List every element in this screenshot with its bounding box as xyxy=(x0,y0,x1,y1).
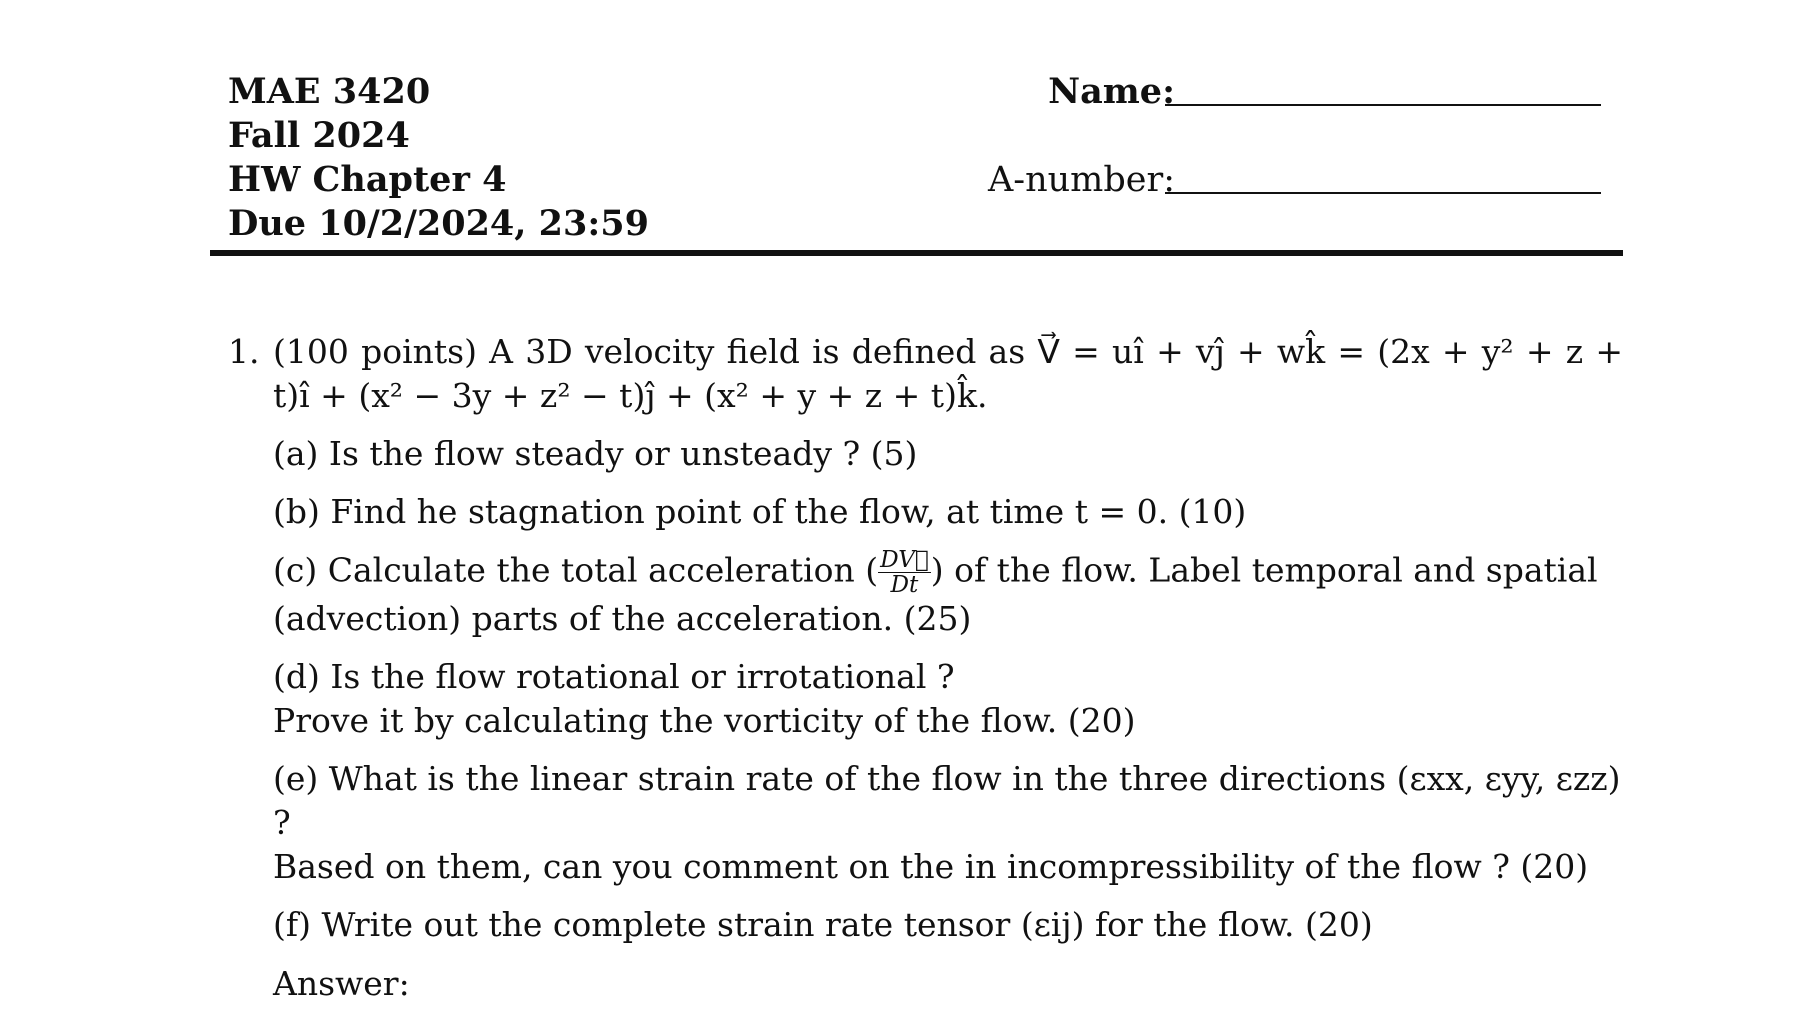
question-intro: (100 points) A 3D velocity field is defined as V⃗ = uî + vĵ + wk̂ = (2x + y² + z + t)î + (x² − 3y + z² − t)ĵ + (x² + y + z + t)k̂. xyxy=(273,332,1623,415)
course-header xyxy=(228,70,649,246)
part-d-line2: Prove it by calculating the vorticity of the flow. (20) xyxy=(273,701,1136,741)
answer-label: Answer: xyxy=(273,964,410,1003)
part-e-line2: Based on them, can you comment on the in incompressibility of the flow ? (20) xyxy=(273,847,1589,887)
anumber-label: A-number: xyxy=(987,160,1175,200)
question-number: 1. xyxy=(228,332,260,371)
part-f: (f) Write out the complete strain rate tensor (εij) for the flow. (20) xyxy=(273,905,1373,945)
acceleration-fraction xyxy=(878,548,931,597)
question-1 xyxy=(228,330,1623,947)
part-e-line1: (e) What is the linear strain rate of the flow in the three directions (εxx, εyy, εzz) ? xyxy=(273,759,1621,843)
course-code: MAE 3420 xyxy=(228,71,431,112)
fraction-denominator: Dt xyxy=(890,572,919,599)
assignment-title: HW Chapter 4 xyxy=(228,159,507,200)
fraction-numerator: DV⃗ xyxy=(880,547,929,573)
part-d-line1: (d) Is the flow rotational or irrotational ? xyxy=(273,657,955,697)
part-c-start: (c) Calculate the total acceleration ( xyxy=(273,550,879,590)
course-term: Fall 2024 xyxy=(228,115,410,156)
name-blank-line[interactable] xyxy=(1165,104,1601,106)
anumber-field xyxy=(950,158,1605,202)
anumber-blank-line[interactable] xyxy=(1165,192,1601,194)
part-c xyxy=(273,548,1623,641)
due-date: Due 10/2/2024, 23:59 xyxy=(228,203,649,244)
name-field xyxy=(1000,70,1605,114)
part-b: (b) Find he stagnation point of the flow, at time t = 0. (10) xyxy=(273,492,1247,531)
name-label: Name: xyxy=(1048,71,1175,112)
part-e xyxy=(273,757,1623,889)
part-c-end: ) of the flow. Label temporal and spatial (advection) parts of the acceleration. (25) xyxy=(273,550,1598,639)
part-a: (a) Is the flow steady or unsteady ? (5) xyxy=(273,434,918,473)
header-divider xyxy=(210,250,1623,256)
part-d xyxy=(273,655,1623,743)
